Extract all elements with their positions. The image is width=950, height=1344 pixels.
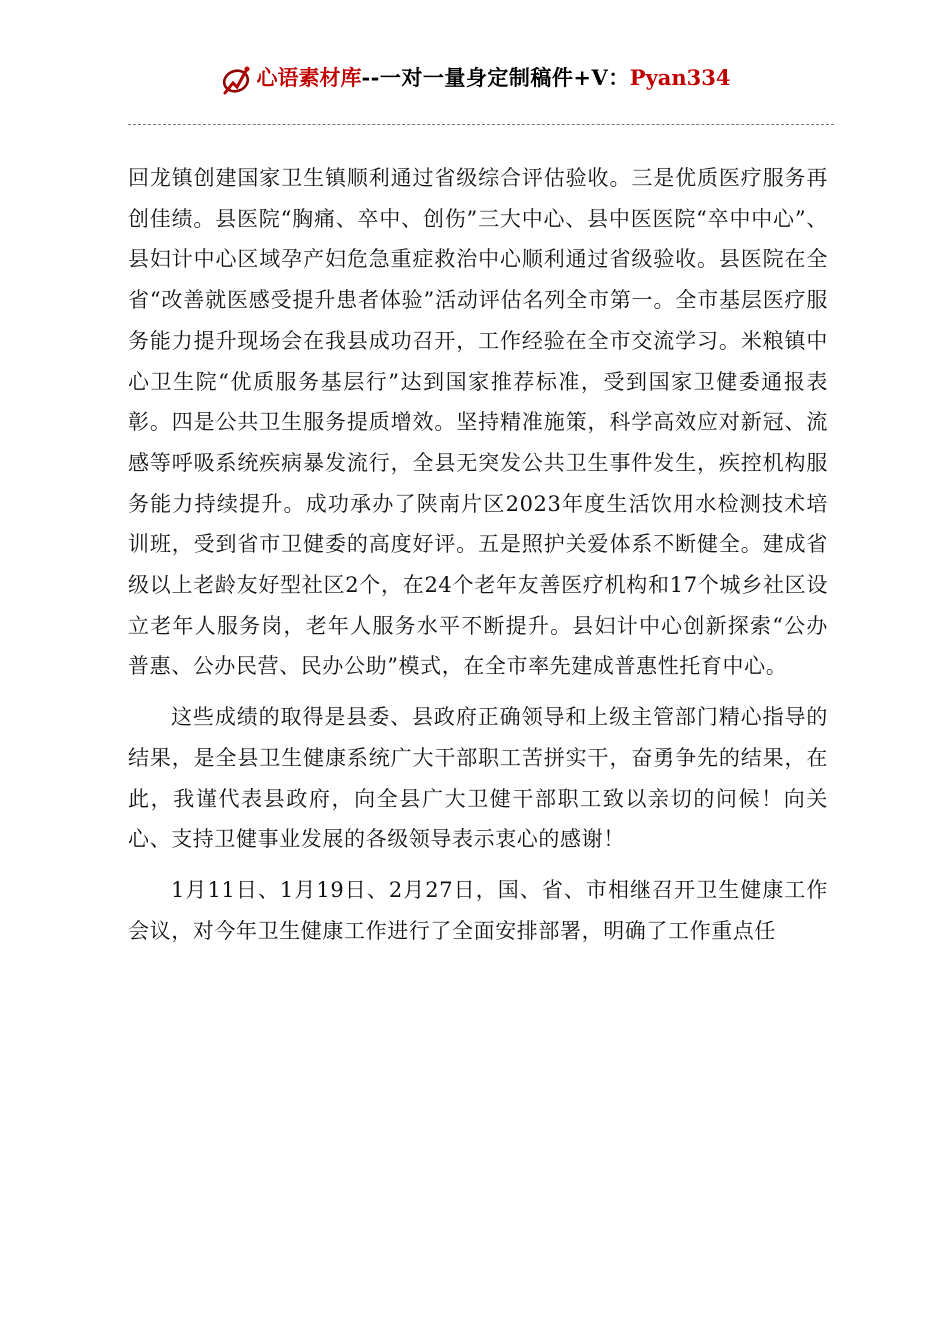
paragraph-acknowledgement: 这些成绩的取得是县委、县政府正确领导和上级主管部门精心指导的结果，是全县卫生健康系统广大干部职工苦拼实干，奋勇争先的结果，在此，我谨代表县政府，向全县广大卫健干部职工致以亲切的问候！向关心、支持卫健事业发展的各级领导表示衷心的感谢！ [128, 705, 828, 852]
paragraph-achievements: 回龙镇创建国家卫生镇顺利通过省级综合评估验收。三是优质医疗服务再创佳绩。县医院“胸痛、卒中、创伤”三大中心、县中医医院“卒中中心”、县妇计中心区域孕产妇危急重症救治中心顺利通过省级验收。县医院在全省“改善就医感受提升患者体验”活动评估名列全市第一。全市基层医疗服务能力提升现场会在我县成功召开，工作经验在全市交流学习。米粮镇中心卫生院“优质服务基层行”达到国家推荐标准，受到国家卫健委通报表彰。四是公共卫生服务提质增效。坚持精准施策，科学高效应对新冠、流感等呼吸系统疾病暴发流行，全县无突发公共卫生事件发生，疾控机构服务能力持续提升。成功承办了陕南片区2023年度生活饮用水检测技术培训班，受到省市卫健委的高度好评。五是照护关爱体系不断健全。建成省级以上老龄友好型社区2个，在24个老年友善医疗机构和17个城乡社区设立老年人服务岗，老年人服务水平不断提升。县妇计中心创新探索“公办普惠、公办民营、民办公助”模式，在全市率先建成普惠性托育中心。 [128, 166, 828, 679]
header-divider [128, 124, 834, 125]
header-tagline: --一对一量身定制稿件+V： [361, 65, 630, 90]
paragraph-meetings: 1月11日、1月19日、2月27日，国、省、市相继召开卫生健康工作会议，对今年卫生健康工作进行了全面安排部署，明确了工作重点任 [128, 877, 828, 943]
document-body [128, 158, 828, 951]
ribbon-logo-icon [219, 63, 255, 97]
header-contact-id: Pyan334 [629, 65, 731, 90]
header-brand: 心语素材库 [256, 65, 362, 90]
page-header [0, 58, 950, 98]
